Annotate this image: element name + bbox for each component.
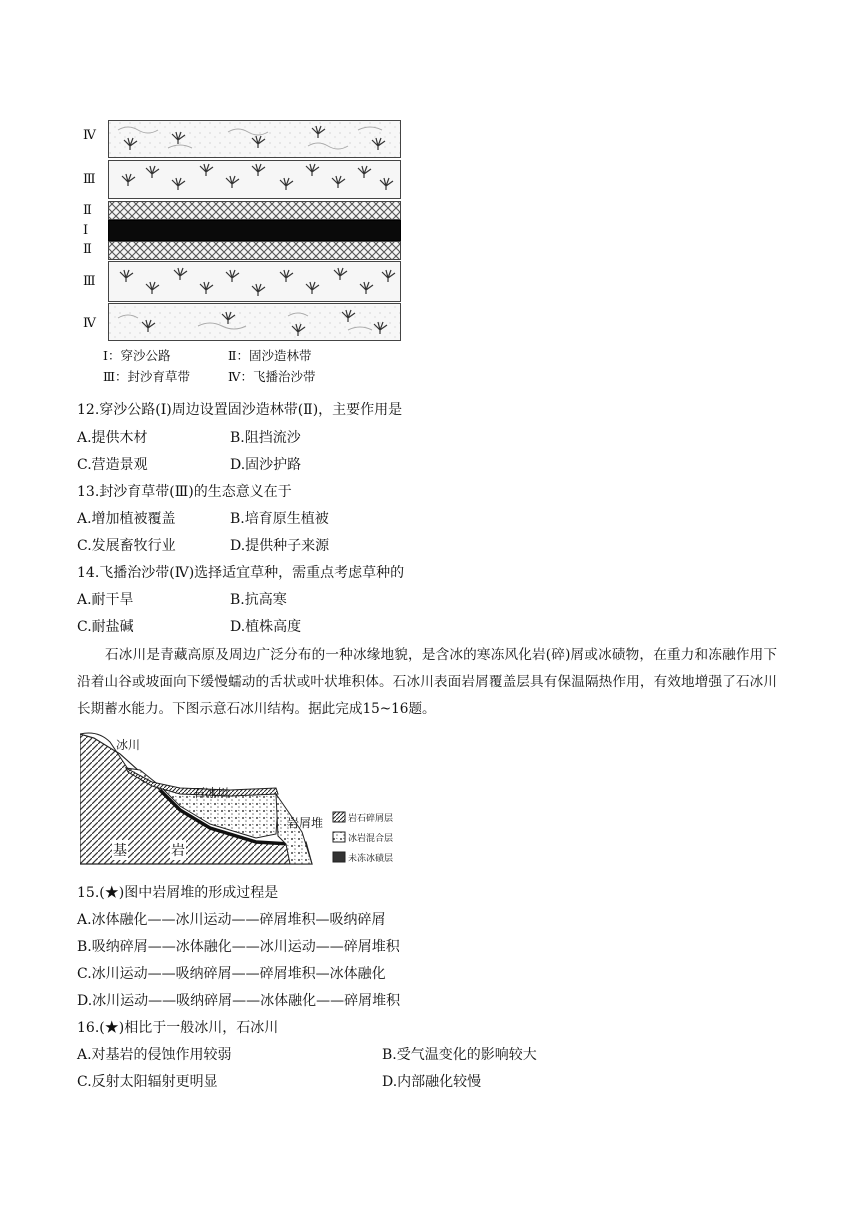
row-label-i: Ⅰ xyxy=(83,223,89,238)
label-bedrock-2: 岩 xyxy=(170,840,186,860)
q16-option-b[interactable]: B.受气温变化的影响较大 xyxy=(382,1047,537,1063)
q15-option-d[interactable]: D.冰川运动——吸纳碎屑——冰体融化——碎屑堆积 xyxy=(77,993,401,1009)
q16-option-d[interactable]: D.内部融化较慢 xyxy=(382,1074,482,1090)
label-debris-pile: 岩屑堆 xyxy=(287,816,324,830)
q13-option-c[interactable]: C.发展畜牧行业 xyxy=(77,538,176,554)
question-13-stem: 13.封沙育草带(Ⅲ)的生态意义在于 xyxy=(77,484,292,500)
legend-ice-rock-layer: 冰岩混合层 xyxy=(348,834,394,844)
q15-option-b[interactable]: B.吸纳碎屑——冰体融化——冰川运动——碎屑堆积 xyxy=(77,939,400,955)
question-14-stem: 14.飞播治沙带(Ⅳ)选择适宜草种，需重点考虑草种的 xyxy=(77,565,405,581)
passage-rock-glacier: 石冰川是青藏高原及周边广泛分布的一种冰缘地貌，是含冰的寒冻风化岩(碎)屑或冰碛物，在重力和冻融作用下沿着山谷或坡面向下缓慢蠕动的舌状或叶状堆积体。石冰川表面岩屑覆盖层具有保温隔热作用，有效地增强了石冰川长期蓄水能力。下图示意石冰川结构。据此完成15~16题。 xyxy=(77,647,777,717)
question-15-stem: 15.(★)图中岩屑堆的形成过程是 xyxy=(77,885,279,901)
q12-option-a[interactable]: A.提供木材 xyxy=(77,430,148,446)
q16-option-a[interactable]: A.对基岩的侵蚀作用较弱 xyxy=(77,1047,232,1063)
q14-option-b[interactable]: B.抗高寒 xyxy=(230,592,287,608)
row-label-ii-bottom: Ⅱ xyxy=(83,242,92,257)
legend-debris-layer: 岩石碎屑层 xyxy=(348,814,394,824)
label-bedrock-1: 基 xyxy=(112,840,128,860)
row-label-iv-bottom: Ⅳ xyxy=(83,316,96,331)
q15-option-c[interactable]: C.冰川运动——吸纳碎屑——碎屑堆积—冰体融化 xyxy=(77,966,386,982)
q14-option-c[interactable]: C.耐盐碱 xyxy=(77,619,134,635)
q14-option-d[interactable]: D.植株高度 xyxy=(230,619,302,635)
q13-option-a[interactable]: A.增加植被覆盖 xyxy=(77,511,176,527)
row-label-ii-top: Ⅱ xyxy=(83,203,92,218)
legend-unfrozen-moraine-layer: 未冻冰碛层 xyxy=(348,854,394,864)
question-12-stem: 12.穿沙公路(Ⅰ)周边设置固沙造林带(Ⅱ)，主要作用是 xyxy=(77,402,403,418)
row-label-iii-top: Ⅲ xyxy=(83,172,96,187)
q12-option-c[interactable]: C.营造景观 xyxy=(77,457,148,473)
q12-option-d[interactable]: D.固沙护路 xyxy=(230,457,302,473)
q15-option-a[interactable]: A.冰体融化——冰川运动——碎屑堆积—吸纳碎屑 xyxy=(77,912,386,928)
row-label-iv-top: Ⅳ xyxy=(83,128,96,143)
q13-option-b[interactable]: B.培育原生植被 xyxy=(230,511,329,527)
q14-option-a[interactable]: A.耐干旱 xyxy=(77,592,134,608)
q12-option-b[interactable]: B.阻挡流沙 xyxy=(230,430,301,446)
legend-item-road: Ⅰ：穿沙公路 xyxy=(103,348,171,363)
question-16-stem: 16.(★)相比于一般冰川，石冰川 xyxy=(77,1020,279,1036)
q13-option-d[interactable]: D.提供种子来源 xyxy=(230,538,330,554)
row-label-iii-bottom: Ⅲ xyxy=(83,274,96,289)
legend-item-grass-belt: Ⅲ：封沙育草带 xyxy=(103,369,191,384)
legend-item-aerial-seeding: Ⅳ：飞播治沙带 xyxy=(228,369,316,384)
legend-item-afforestation: Ⅱ：固沙造林带 xyxy=(228,348,312,363)
bands-illustration xyxy=(108,120,402,342)
q16-option-c[interactable]: C.反射太阳辐射更明显 xyxy=(77,1074,218,1090)
label-glacier: 冰川 xyxy=(116,738,141,752)
label-rock-glacier: 石冰川 xyxy=(193,786,230,800)
